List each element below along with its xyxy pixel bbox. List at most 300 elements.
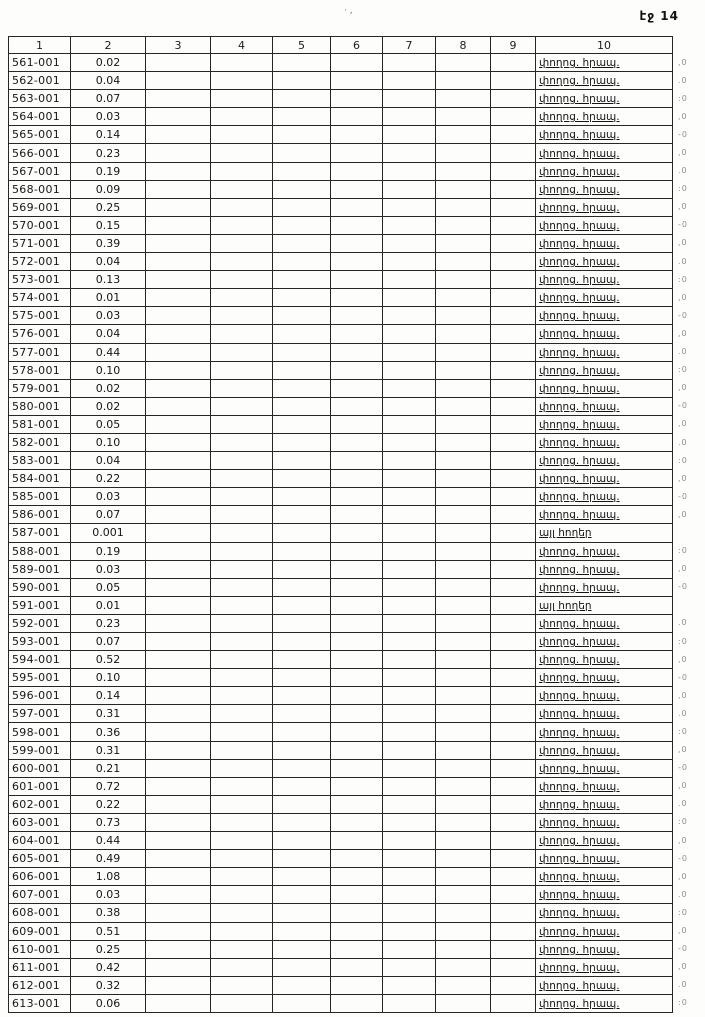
col3-cell — [146, 759, 211, 777]
col9-cell — [491, 669, 536, 687]
col3-cell — [146, 216, 211, 234]
column-header-3: 3 — [146, 37, 211, 54]
land-use-cell — [536, 162, 673, 180]
parcel-id-cell: 589-001 — [9, 560, 71, 578]
area-value-cell: 0.01 — [71, 289, 146, 307]
col6-cell — [331, 397, 383, 415]
table-row — [9, 759, 673, 777]
parcel-id-cell: 576-001 — [9, 325, 71, 343]
area-value-cell: 0.31 — [71, 741, 146, 759]
land-use-label: փողոց. հրապ. — [539, 129, 620, 142]
table-row — [9, 470, 673, 488]
land-use-label: փողոց. հրապ. — [539, 437, 620, 450]
land-use-label: փողոց. հրապ. — [539, 292, 620, 305]
land-use-cell — [536, 379, 673, 397]
table-row — [9, 180, 673, 198]
col4-cell — [211, 795, 273, 813]
parcel-id-cell: 606-001 — [9, 868, 71, 886]
area-value-cell: 0.04 — [71, 325, 146, 343]
land-use-cell — [536, 868, 673, 886]
col3-cell — [146, 470, 211, 488]
col7-cell — [383, 234, 436, 252]
col9-cell — [491, 433, 536, 451]
col7-cell — [383, 433, 436, 451]
table-row — [9, 361, 673, 379]
col9-cell — [491, 90, 536, 108]
parcel-id-cell: 595-001 — [9, 669, 71, 687]
col5-cell — [273, 108, 331, 126]
land-use-cell — [536, 470, 673, 488]
col4-cell — [211, 379, 273, 397]
col4-cell — [211, 126, 273, 144]
table-row — [9, 976, 673, 994]
margin-mark: :0 — [678, 636, 688, 646]
table-row — [9, 940, 673, 958]
margin-mark: -0 — [678, 944, 688, 954]
col5-cell — [273, 976, 331, 994]
margin-mark — [678, 523, 702, 541]
col7-cell — [383, 813, 436, 831]
land-use-label: փողոց. հրապ. — [539, 835, 620, 848]
col7-cell — [383, 325, 436, 343]
parcel-id-cell: 574-001 — [9, 289, 71, 307]
col3-cell — [146, 578, 211, 596]
col5-cell — [273, 54, 331, 72]
land-use-label: փողոց. հրապ. — [539, 636, 620, 649]
col4-cell — [211, 813, 273, 831]
area-value-cell: 0.07 — [71, 90, 146, 108]
col6-cell — [331, 216, 383, 234]
col7-cell — [383, 542, 436, 560]
table-row — [9, 216, 673, 234]
area-value-cell: 0.73 — [71, 813, 146, 831]
col4-cell — [211, 633, 273, 651]
col4-cell — [211, 162, 273, 180]
col6-cell — [331, 976, 383, 994]
land-use-label: փողոց. հրապ. — [539, 672, 620, 685]
col3-cell — [146, 560, 211, 578]
col7-cell — [383, 144, 436, 162]
parcel-id-cell: 599-001 — [9, 741, 71, 759]
col9-cell — [491, 379, 536, 397]
margin-mark: ,0 — [678, 383, 688, 393]
land-use-label: փողոց. հրապ. — [539, 183, 620, 196]
land-use-cell — [536, 922, 673, 940]
col6-cell — [331, 234, 383, 252]
area-value-cell: 0.07 — [71, 633, 146, 651]
area-value-cell: 0.03 — [71, 886, 146, 904]
col7-cell — [383, 162, 436, 180]
col8-cell — [436, 994, 491, 1012]
col7-cell — [383, 126, 436, 144]
land-use-cell — [536, 108, 673, 126]
land-use-label: փողոց. հրապ. — [539, 111, 620, 124]
col5-cell — [273, 325, 331, 343]
parcel-id-cell: 571-001 — [9, 234, 71, 252]
col9-cell — [491, 832, 536, 850]
col7-cell — [383, 868, 436, 886]
land-use-cell — [536, 180, 673, 198]
col6-cell — [331, 54, 383, 72]
margin-mark: :0 — [678, 817, 688, 827]
col9-cell — [491, 325, 536, 343]
area-value-cell: 0.03 — [71, 307, 146, 325]
table-row — [9, 397, 673, 415]
column-header-6: 6 — [331, 37, 383, 54]
margin-mark — [678, 596, 702, 614]
col4-cell — [211, 144, 273, 162]
col3-cell — [146, 234, 211, 252]
col4-cell — [211, 868, 273, 886]
col6-cell — [331, 506, 383, 524]
col5-cell — [273, 253, 331, 271]
margin-mark: ,0 — [678, 926, 688, 936]
col6-cell — [331, 669, 383, 687]
margin-mark: :0 — [678, 184, 688, 194]
parcel-id-cell: 573-001 — [9, 271, 71, 289]
col4-cell — [211, 452, 273, 470]
parcel-id-cell: 593-001 — [9, 633, 71, 651]
col5-cell — [273, 126, 331, 144]
col3-cell — [146, 614, 211, 632]
col8-cell — [436, 415, 491, 433]
col5-cell — [273, 795, 331, 813]
table-row — [9, 614, 673, 632]
col5-cell — [273, 361, 331, 379]
col3-cell — [146, 271, 211, 289]
margin-mark: -0 — [678, 763, 688, 773]
col4-cell — [211, 560, 273, 578]
col6-cell — [331, 361, 383, 379]
parcel-id-cell: 602-001 — [9, 795, 71, 813]
col7-cell — [383, 687, 436, 705]
table-row — [9, 578, 673, 596]
col3-cell — [146, 940, 211, 958]
col3-cell — [146, 850, 211, 868]
col3-cell — [146, 361, 211, 379]
table-row — [9, 904, 673, 922]
parcel-id-cell: 591-001 — [9, 596, 71, 614]
area-value-cell: 0.03 — [71, 488, 146, 506]
col4-cell — [211, 687, 273, 705]
col4-cell — [211, 325, 273, 343]
table-row — [9, 433, 673, 451]
col8-cell — [436, 868, 491, 886]
col6-cell — [331, 759, 383, 777]
land-use-label: փողոց. հրապ. — [539, 690, 620, 703]
land-use-cell — [536, 777, 673, 795]
col5-cell — [273, 614, 331, 632]
col8-cell — [436, 433, 491, 451]
parcel-id-cell: 583-001 — [9, 452, 71, 470]
col7-cell — [383, 108, 436, 126]
parcel-id-cell: 581-001 — [9, 415, 71, 433]
land-use-cell — [536, 524, 673, 542]
col8-cell — [436, 705, 491, 723]
col7-cell — [383, 741, 436, 759]
parcel-id-cell: 601-001 — [9, 777, 71, 795]
land-use-label: փողոց. հրապ. — [539, 925, 620, 938]
area-value-cell: 0.03 — [71, 108, 146, 126]
parcel-id-cell: 612-001 — [9, 976, 71, 994]
col9-cell — [491, 976, 536, 994]
land-use-cell — [536, 271, 673, 289]
col6-cell — [331, 198, 383, 216]
land-use-cell — [536, 488, 673, 506]
table-row — [9, 162, 673, 180]
col7-cell — [383, 578, 436, 596]
land-use-cell — [536, 651, 673, 669]
col6-cell — [331, 795, 383, 813]
land-use-label: փողոց. հրապ. — [539, 256, 620, 269]
table-row — [9, 922, 673, 940]
col9-cell — [491, 216, 536, 234]
col8-cell — [436, 596, 491, 614]
col4-cell — [211, 253, 273, 271]
col9-cell — [491, 614, 536, 632]
col7-cell — [383, 361, 436, 379]
col6-cell — [331, 542, 383, 560]
col3-cell — [146, 379, 211, 397]
col5-cell — [273, 144, 331, 162]
col7-cell — [383, 886, 436, 904]
area-value-cell: 0.02 — [71, 54, 146, 72]
col3-cell — [146, 633, 211, 651]
area-value-cell: 0.14 — [71, 687, 146, 705]
col3-cell — [146, 705, 211, 723]
col4-cell — [211, 108, 273, 126]
col6-cell — [331, 777, 383, 795]
col3-cell — [146, 108, 211, 126]
col8-cell — [436, 578, 491, 596]
col5-cell — [273, 578, 331, 596]
table-row — [9, 54, 673, 72]
margin-mark: ,0 — [678, 564, 688, 574]
col4-cell — [211, 470, 273, 488]
margin-mark: ,0 — [678, 238, 688, 248]
col8-cell — [436, 886, 491, 904]
col9-cell — [491, 651, 536, 669]
area-value-cell: 1.08 — [71, 868, 146, 886]
col8-cell — [436, 452, 491, 470]
col7-cell — [383, 289, 436, 307]
table-row — [9, 560, 673, 578]
col9-cell — [491, 198, 536, 216]
land-use-cell — [536, 452, 673, 470]
col6-cell — [331, 596, 383, 614]
margin-mark: :0 — [678, 365, 688, 375]
col5-cell — [273, 741, 331, 759]
col8-cell — [436, 90, 491, 108]
col9-cell — [491, 940, 536, 958]
col9-cell — [491, 361, 536, 379]
col7-cell — [383, 216, 436, 234]
col3-cell — [146, 994, 211, 1012]
col4-cell — [211, 723, 273, 741]
col6-cell — [331, 886, 383, 904]
margin-mark: -0 — [678, 853, 688, 863]
col7-cell — [383, 705, 436, 723]
table-row — [9, 542, 673, 560]
col7-cell — [383, 90, 436, 108]
col4-cell — [211, 614, 273, 632]
col7-cell — [383, 307, 436, 325]
land-use-cell — [536, 976, 673, 994]
parcel-id-cell: 604-001 — [9, 832, 71, 850]
col6-cell — [331, 452, 383, 470]
land-use-cell — [536, 759, 673, 777]
parcel-id-cell: 592-001 — [9, 614, 71, 632]
col7-cell — [383, 271, 436, 289]
area-value-cell: 0.42 — [71, 958, 146, 976]
col4-cell — [211, 397, 273, 415]
col8-cell — [436, 506, 491, 524]
land-use-cell — [536, 415, 673, 433]
parcel-id-cell: 605-001 — [9, 850, 71, 868]
col9-cell — [491, 506, 536, 524]
margin-mark: ,0 — [678, 871, 688, 881]
area-value-cell: 0.04 — [71, 452, 146, 470]
land-use-label: փողոց. հրապ. — [539, 907, 620, 920]
land-use-label: փողոց. հրապ. — [539, 219, 620, 232]
land-use-cell — [536, 397, 673, 415]
land-use-label: փողոց. հրապ. — [539, 473, 620, 486]
area-value-cell: 0.001 — [71, 524, 146, 542]
col6-cell — [331, 741, 383, 759]
col7-cell — [383, 723, 436, 741]
col3-cell — [146, 813, 211, 831]
col9-cell — [491, 234, 536, 252]
col9-cell — [491, 452, 536, 470]
col7-cell — [383, 198, 436, 216]
land-use-cell — [536, 506, 673, 524]
col5-cell — [273, 723, 331, 741]
col7-cell — [383, 470, 436, 488]
land-use-label: փողոց. հրապ. — [539, 364, 620, 377]
col6-cell — [331, 343, 383, 361]
col9-cell — [491, 253, 536, 271]
table-row — [9, 289, 673, 307]
margin-mark: -0 — [678, 129, 688, 139]
col6-cell — [331, 614, 383, 632]
col8-cell — [436, 687, 491, 705]
table-body — [9, 54, 673, 1013]
parcel-id-cell: 579-001 — [9, 379, 71, 397]
col8-cell — [436, 813, 491, 831]
land-use-label: փողոց. հրապ. — [539, 798, 620, 811]
col4-cell — [211, 596, 273, 614]
parcel-id-cell: 580-001 — [9, 397, 71, 415]
col9-cell — [491, 343, 536, 361]
col3-cell — [146, 922, 211, 940]
land-use-cell — [536, 633, 673, 651]
col7-cell — [383, 904, 436, 922]
col5-cell — [273, 904, 331, 922]
margin-mark: ,0 — [678, 654, 688, 664]
col9-cell — [491, 289, 536, 307]
col9-cell — [491, 904, 536, 922]
col3-cell — [146, 198, 211, 216]
margin-mark: ,0 — [678, 745, 688, 755]
col7-cell — [383, 994, 436, 1012]
area-value-cell: 0.10 — [71, 361, 146, 379]
col9-cell — [491, 777, 536, 795]
column-header-9: 9 — [491, 37, 536, 54]
col7-cell — [383, 669, 436, 687]
margin-mark: .0 — [678, 618, 688, 628]
table-row — [9, 253, 673, 271]
col3-cell — [146, 488, 211, 506]
col7-cell — [383, 958, 436, 976]
table-row — [9, 198, 673, 216]
col3-cell — [146, 777, 211, 795]
area-value-cell: 0.01 — [71, 596, 146, 614]
land-use-label: փողոց. հրապ. — [539, 563, 620, 576]
col5-cell — [273, 379, 331, 397]
margin-mark: .0 — [678, 166, 688, 176]
margin-mark: :0 — [678, 998, 688, 1008]
col3-cell — [146, 144, 211, 162]
parcel-id-cell: 564-001 — [9, 108, 71, 126]
area-value-cell: 0.44 — [71, 343, 146, 361]
col6-cell — [331, 687, 383, 705]
margin-mark: :0 — [678, 274, 688, 284]
col7-cell — [383, 253, 436, 271]
col5-cell — [273, 633, 331, 651]
column-header-2: 2 — [71, 37, 146, 54]
land-use-cell — [536, 289, 673, 307]
column-header-7: 7 — [383, 37, 436, 54]
land-use-cell — [536, 72, 673, 90]
col4-cell — [211, 578, 273, 596]
table-row — [9, 72, 673, 90]
area-value-cell: 0.23 — [71, 144, 146, 162]
col3-cell — [146, 687, 211, 705]
land-use-label: այլ հողեր — [539, 527, 592, 540]
parcel-id-cell: 594-001 — [9, 651, 71, 669]
parcel-id-cell: 575-001 — [9, 307, 71, 325]
area-value-cell: 0.03 — [71, 560, 146, 578]
col7-cell — [383, 596, 436, 614]
col6-cell — [331, 307, 383, 325]
parcel-id-cell: 585-001 — [9, 488, 71, 506]
land-use-cell — [536, 994, 673, 1012]
land-use-cell — [536, 958, 673, 976]
margin-mark: -0 — [678, 401, 688, 411]
col5-cell — [273, 415, 331, 433]
col7-cell — [383, 614, 436, 632]
parcel-id-cell: 613-001 — [9, 994, 71, 1012]
land-use-cell — [536, 54, 673, 72]
table-row — [9, 813, 673, 831]
col4-cell — [211, 506, 273, 524]
area-value-cell: 0.49 — [71, 850, 146, 868]
col9-cell — [491, 144, 536, 162]
col7-cell — [383, 54, 436, 72]
land-use-label: փողոց. հրապ. — [539, 274, 620, 287]
area-value-cell: 0.07 — [71, 506, 146, 524]
col4-cell — [211, 976, 273, 994]
area-value-cell: 0.51 — [71, 922, 146, 940]
margin-mark: .0 — [678, 256, 688, 266]
col7-cell — [383, 524, 436, 542]
col3-cell — [146, 90, 211, 108]
parcel-id-cell: 577-001 — [9, 343, 71, 361]
parcel-id-cell: 600-001 — [9, 759, 71, 777]
col7-cell — [383, 759, 436, 777]
table-row — [9, 90, 673, 108]
table-row — [9, 325, 673, 343]
